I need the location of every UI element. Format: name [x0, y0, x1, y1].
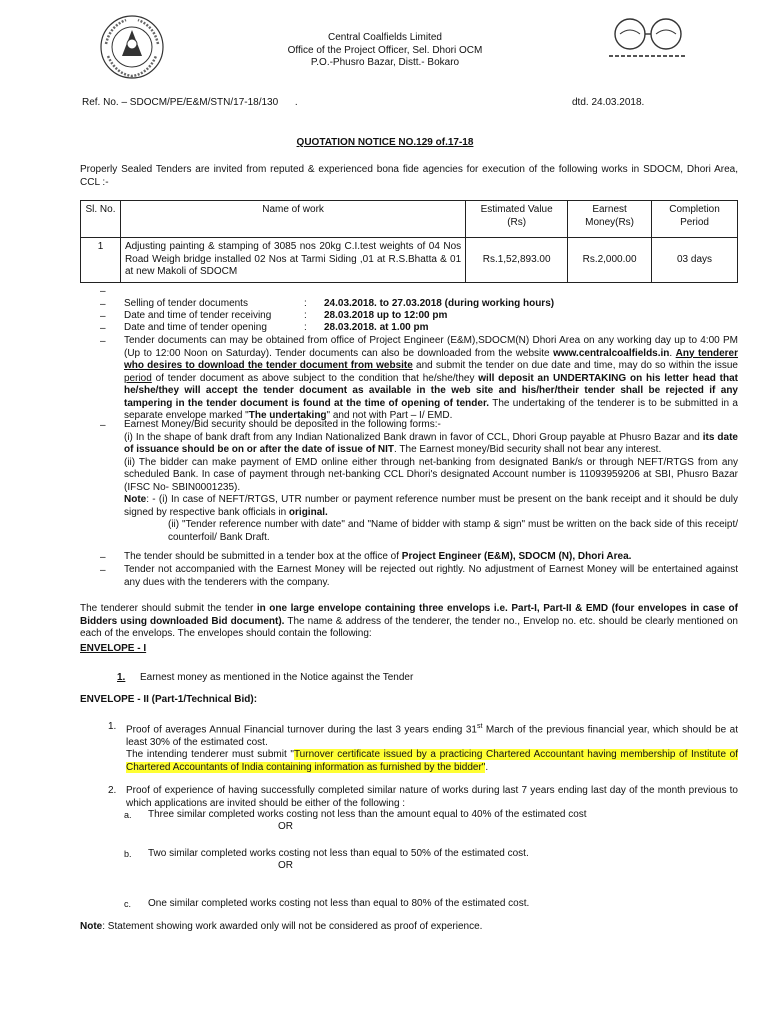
envelope-2-title: ENVELOPE - II (Part-1/Technical Bid):	[80, 694, 258, 705]
text-run: The tender should be submitted in a tender box at the office of	[124, 551, 402, 562]
intro-paragraph: Properly Sealed Tenders are invited from reputed & experienced bona fide agencies for execution of the following works in SDOCM, Dhori Area, CCL :-	[80, 164, 738, 188]
term-colon: :	[304, 310, 307, 321]
text-run: The intending tenderer must submit "	[126, 749, 294, 761]
list-dash: –	[100, 552, 106, 563]
highlighted-requirement: Turnover certificate issued by a practicing Chartered Accountant having membership of Institute of Chartered Accountants of India containing information as furnished by the bidder"	[126, 749, 738, 773]
notice-title: QUOTATION NOTICE NO.129 of.17-18	[296, 137, 474, 148]
table-cell: 03 days	[652, 238, 738, 283]
term-label: Date and time of tender opening	[124, 322, 267, 333]
text-run: original.	[288, 506, 328, 518]
footer-note	[80, 921, 738, 934]
table-header: Completion Period	[652, 201, 738, 238]
text-run: The undertaking of the tenderer is to be submitted in a separate envelope marked "	[124, 397, 738, 421]
text-run: its date of issuance should be on or after the date of issue of NIT	[124, 431, 738, 455]
term-rejection: Tender not accompanied with the Earnest Money will be rejected out rightly. No adjustment of Earnest Money will be entertained against any dues with the tenderers with the company.	[124, 564, 738, 588]
text-run: will deposit an UNDERTAKING on his letter head that he/she/they will accept the tender document as available in the web site and his/her/their tender shall be rejected if any tampering in the tender document is found at the time of opening of tender.	[124, 372, 738, 409]
emd-option-2: (ii) The bidder can make payment of EMD online either through net-banking from designated Bank/s or through NEFT/RTGS from any scheduled Bank. In case of payment through net-banking CCL Dhori's designated Account number is 11093959206 at SBI, Phusro Bazar (IFSC No- SBIN0001235).	[124, 456, 738, 493]
envelope-1-item: Earnest money as mentioned in the Notice against the Tender	[140, 672, 414, 683]
table-cell: Rs.2,000.00	[568, 238, 652, 283]
table-header-row	[81, 201, 738, 238]
text-run: .	[485, 761, 489, 773]
term-earnest-money	[124, 419, 738, 544]
term-value: 28.03.2018 up to 12:00 pm	[324, 310, 448, 321]
envelope-1-title: ENVELOPE - I	[80, 643, 147, 654]
company-address-block	[250, 32, 520, 70]
text-run: Tender documents can may be obtained from office of Project Engineer (E&M),SDOCM(N) Dhori Area on any working day up to 4:00 PM (Up to 12:00 Noon on Saturday). Tender documents can also be downloaded from the website	[124, 335, 738, 359]
list-dash: –	[100, 299, 106, 310]
or-separator: OR	[278, 860, 293, 871]
term-label: Date and time of tender receiving	[124, 310, 272, 321]
text-run: Any tenderer who desires to download the tender document from website	[124, 347, 738, 371]
table-header: Earnest Money(Rs)	[568, 201, 652, 238]
table-header: Name of work	[120, 201, 465, 238]
term-value: 28.03.2018. at 1.00 pm	[324, 322, 429, 333]
table-cell: Rs.1,52,893.00	[466, 238, 568, 283]
table-row	[81, 238, 738, 283]
list-dash: –	[100, 565, 106, 576]
text-run: and submit the tender on due date and time, may do so within the issue	[412, 360, 738, 371]
text-run: The tenderer should submit the tender	[80, 603, 257, 614]
text-run: of tender document as above subject to the condition that he/she/they	[151, 372, 479, 384]
text-run: " and not with Part – I/ EMD.	[326, 410, 453, 421]
list-dash: –	[100, 420, 106, 431]
text-run: st	[476, 723, 483, 730]
text-run: March of the previous financial year, which should be at least 30% of the estimated cost.	[126, 724, 738, 748]
sub-item-label: b.	[124, 849, 132, 859]
emd-note	[124, 494, 738, 519]
term-colon: :	[304, 298, 307, 309]
emd-note-2: (ii) "Tender reference number with date" and "Name of bidder with stamp & sign" must be written on the back side of this receipt/ counterfoil/ Bank Draft.	[168, 519, 738, 543]
or-separator: OR	[278, 821, 293, 832]
text-run: Earnest Money/Bid security should be deposited in the following forms:-	[124, 419, 441, 430]
text-run: period	[124, 372, 152, 384]
text-run: Proof of averages Annual Financial turnover during the last 3 years ending 31	[126, 724, 477, 736]
list-number: 2.	[108, 785, 117, 796]
envelope-2-item-1	[126, 721, 738, 774]
sub-item-label: a.	[124, 810, 132, 820]
envelope-2-item-2: Proof of experience of having successfully completed similar nature of works during last 7 years ending last day of the month previous to which applications are invited should be either of the following :	[126, 785, 738, 809]
text-run: in one large envelope containing three envelops i.e. Part-I, Part-II & EMD (four envelopes in case of Bidders using downloaded Bid document).	[80, 603, 738, 627]
swachh-bharat-logo-icon	[603, 16, 693, 64]
ccl-logo-icon	[96, 14, 168, 80]
text-run: .	[669, 347, 676, 359]
website-link[interactable]: www.centralcoalfields.in	[553, 347, 670, 359]
text-run: : Statement showing work awarded only will not be considered as proof of experience.	[102, 921, 483, 932]
term-tender-documents	[124, 335, 738, 423]
office-address: P.O.-Phusro Bazar, Distt.- Bokaro	[310, 57, 460, 68]
term-opening	[124, 322, 738, 335]
term-submission	[124, 551, 738, 564]
reference-number: Ref. No. – SDOCM/PE/E&M/STN/17-18/130 .	[82, 97, 298, 108]
note-label: Note	[80, 921, 103, 932]
term-colon: :	[304, 322, 307, 333]
note-label: Note	[124, 494, 147, 505]
text-run: Project Engineer (E&M), SDOCM (N), Dhori Area.	[401, 551, 632, 562]
sub-item-a: Three similar completed works costing not less than the amount equal to 40% of the estimated cost	[148, 809, 587, 820]
table-header: Sl. No.	[81, 201, 121, 238]
table-header: Estimated Value (Rs)	[466, 201, 568, 238]
notice-date: dtd. 24.03.2018.	[572, 97, 645, 108]
term-label: Selling of tender documents	[124, 298, 248, 309]
list-dash: –	[100, 286, 106, 297]
sub-item-b: Two similar completed works costing not less than equal to 50% of the estimated cost.	[148, 848, 529, 859]
work-table	[80, 200, 738, 283]
list-dash: –	[100, 311, 106, 322]
text-run: . The Earnest money/Bid security shall not bear any interest.	[394, 444, 662, 455]
office-name: Office of the Project Officer, Sel. Dhori OCM	[287, 44, 483, 56]
list-dash: –	[100, 323, 106, 334]
table-cell: Adjusting painting & stamping of 3085 nos 20kg C.I.test weights of 04 Nos Road Weigh bridge installed 02 Nos at Tarmi Siding ,01 at R.S.Bhatta & 01 at new Makoli of SDOCM	[120, 238, 465, 283]
list-number: 1.	[117, 672, 126, 683]
table-cell: 1	[81, 238, 121, 283]
term-value: 24.03.2018. to 27.03.2018 (during working hours)	[324, 298, 555, 309]
sub-item-c: One similar completed works costing not less than equal to 80% of the estimated cost.	[148, 898, 530, 909]
text-run: (i) In the shape of bank draft from any Indian Nationalized Bank drawn in favor of CCL, Dhori Group payable at Phusro Bazar and	[124, 431, 703, 443]
list-dash: –	[100, 336, 106, 347]
term-selling	[124, 298, 738, 311]
list-number: 1.	[108, 721, 117, 732]
emd-option-1	[124, 432, 738, 457]
company-name: Central Coalfields Limited	[328, 32, 442, 43]
sub-item-label: c.	[124, 899, 132, 909]
text-run: The name & address of the tenderer, the tender no., Envelop no. etc. should be clearly mentioned on each of the envelops. The envelopes should contain the following:	[80, 615, 738, 639]
text-run: : - (i) In case of NEFT/RTGS, UTR number or payment reference number must be present on the bank receipt and it should be duly signed by respective bank officials in	[124, 494, 738, 518]
term-receiving	[124, 310, 738, 323]
envelope-instructions	[80, 603, 738, 641]
text-run: The undertaking	[248, 410, 327, 421]
